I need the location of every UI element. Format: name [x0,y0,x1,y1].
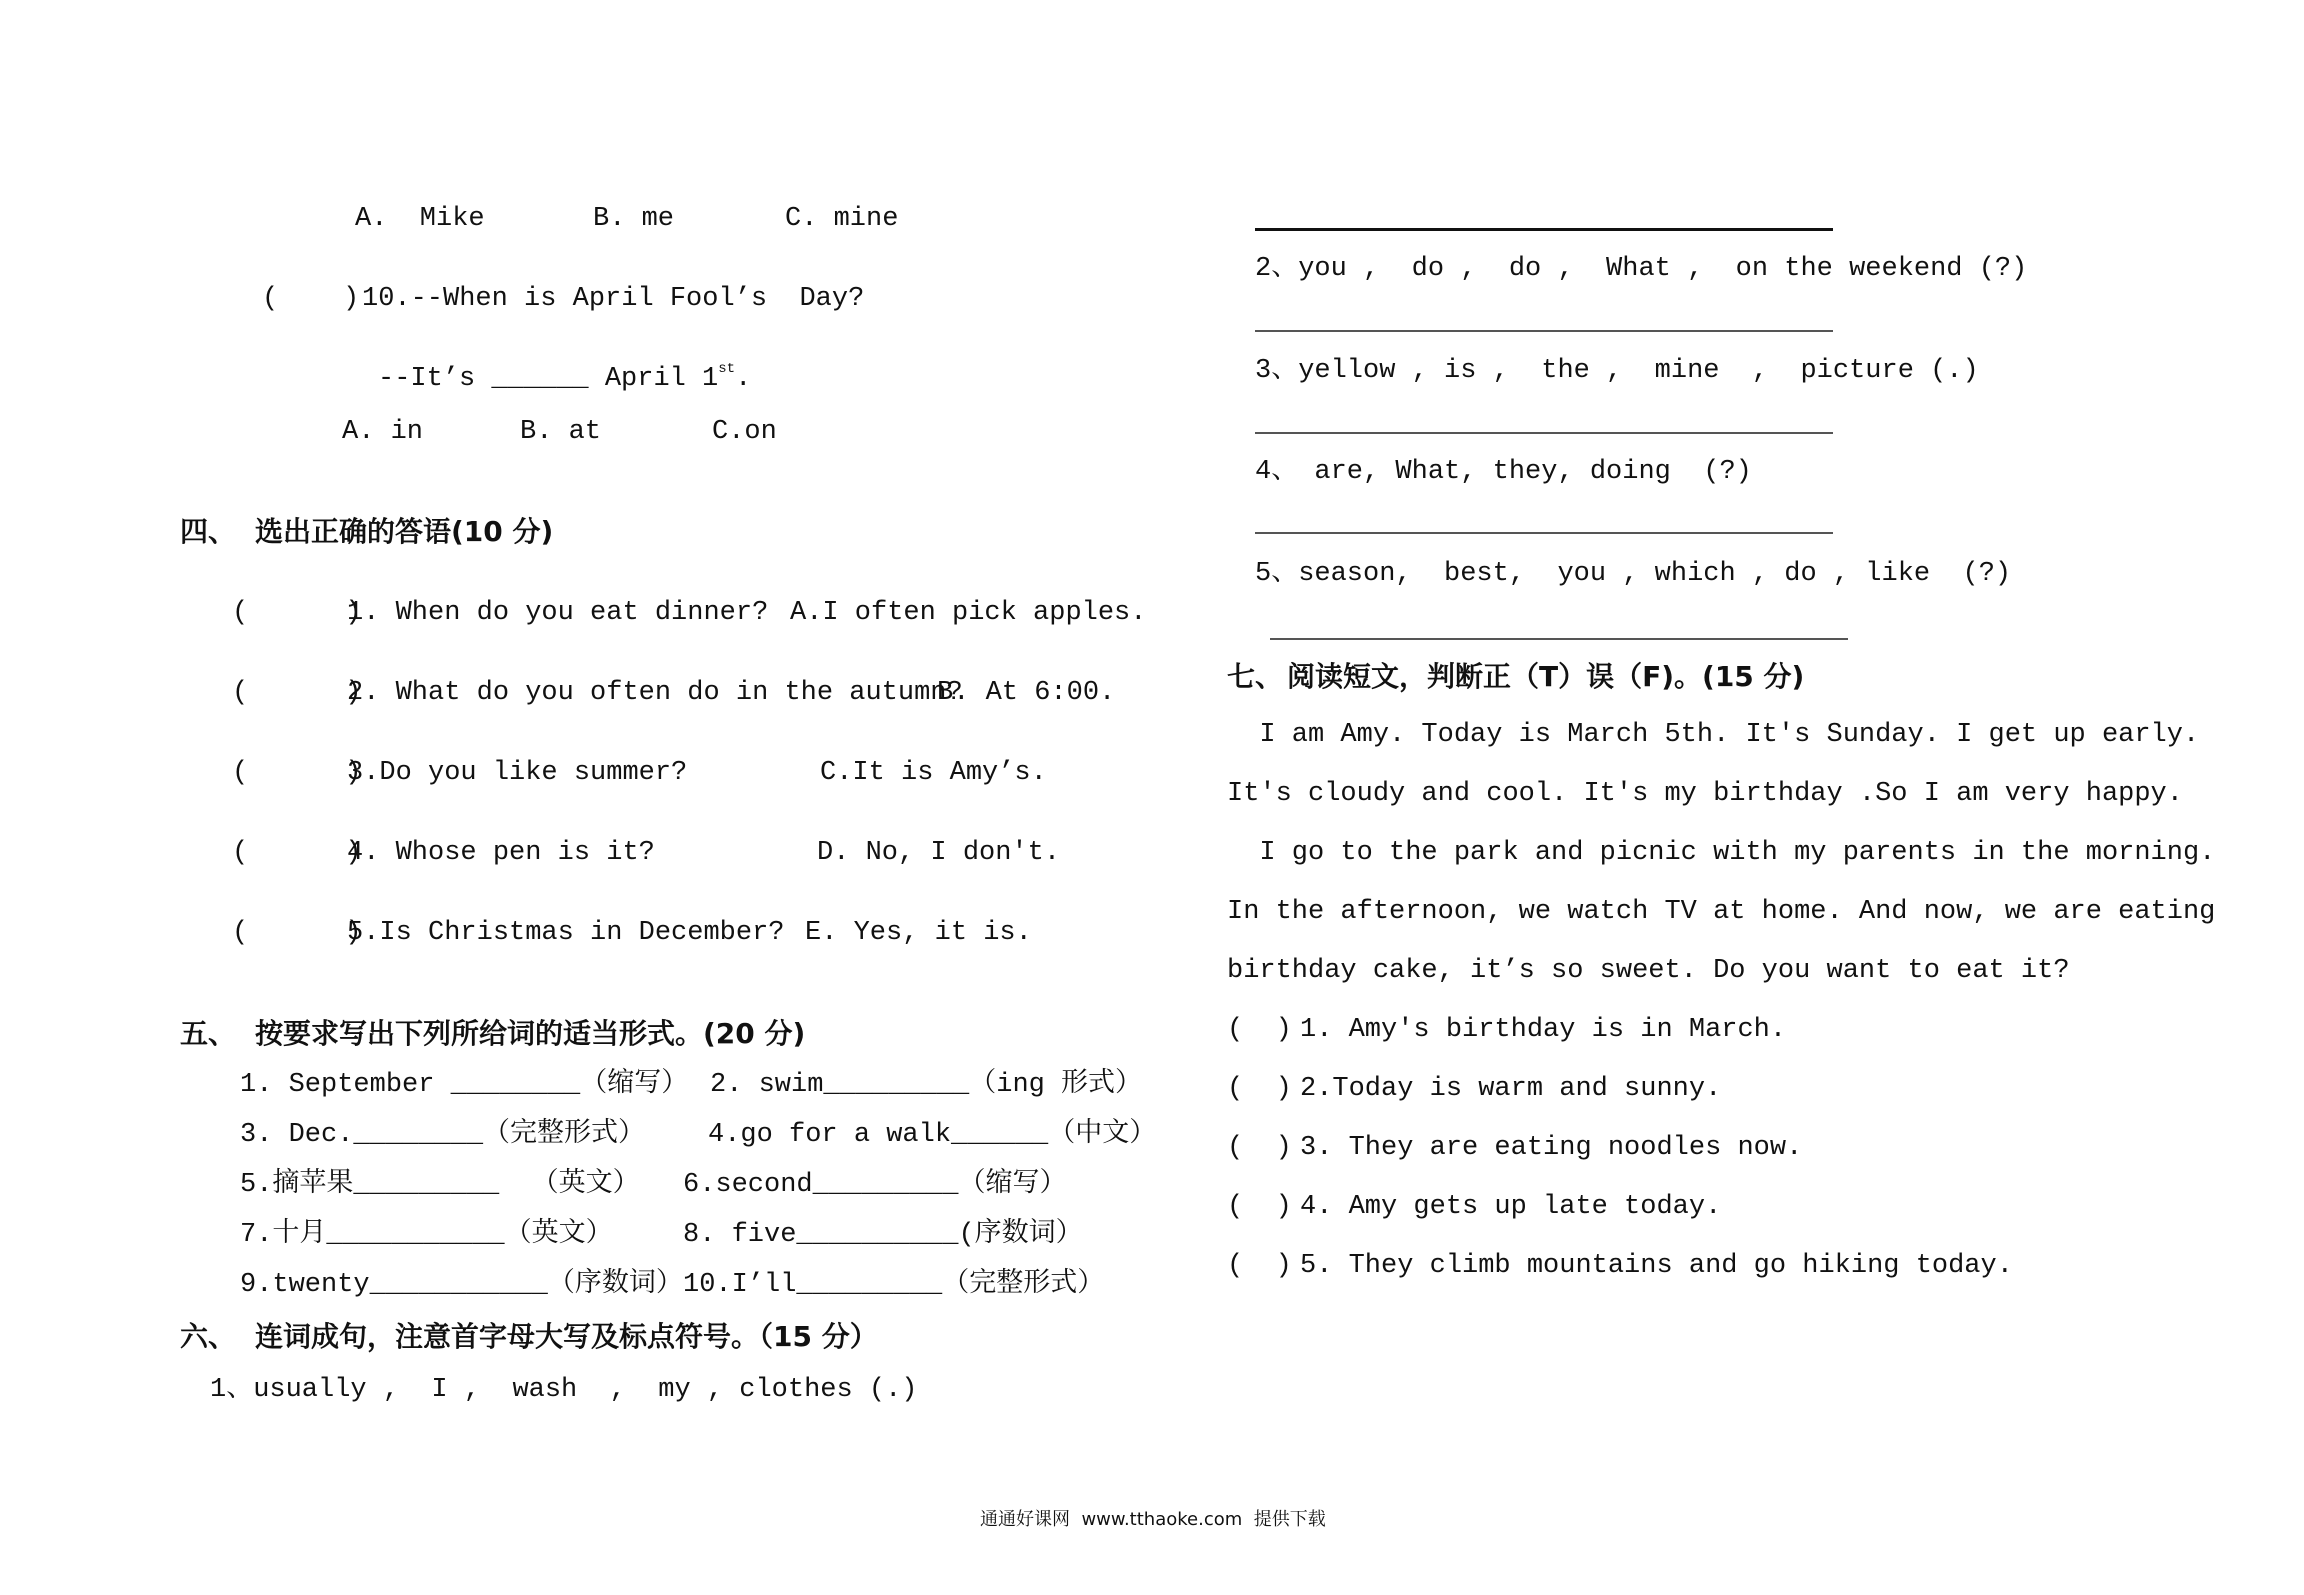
q9-option-b: B. me [593,204,675,234]
s4-item2-bracket[interactable]: ( ) [232,678,362,708]
section7-title: 阅读短文，判断正（T）误（F)。(15 分) [1287,660,1805,693]
s7-st4-text: 4. Amy gets up late today. [1300,1192,1722,1222]
s5-row1-left: 1. September ________（缩写） [240,1070,689,1100]
q10-option-c: C.on [712,417,777,447]
s5-row3-left: 5.摘苹果_________ （英文） [240,1170,640,1200]
s6-item4: 4、 are, What, they, doing (?) [1255,457,1752,487]
q10-answer-prefix: --It’s ______ April 1 [378,364,719,394]
passage-line-1: I am Amy. Today is March 5th. It's Sunday. I get up early. [1227,720,2200,750]
s4-item4-question: 4. Whose pen is it? [347,838,655,868]
q9-option-a: A. Mike [355,204,485,234]
s5-row2-right: 4.go for a walk______（中文） [708,1120,1157,1150]
s6-item3-answer-line[interactable] [1255,432,1833,434]
s7-st1-bracket[interactable]: ( ) [1227,1015,1292,1045]
q9-option-c: C. mine [785,204,899,234]
q10-option-b: B. at [520,417,602,447]
s7-st3-bracket[interactable]: ( ) [1227,1133,1292,1163]
s6-item1-answer-line[interactable] [1255,228,1833,231]
s5-row3-right: 6.second_________（缩写） [683,1170,1067,1200]
s4-item4-bracket[interactable]: ( ) [232,838,362,868]
s7-st4-bracket[interactable]: ( ) [1227,1192,1292,1222]
q10-bracket[interactable]: ( ) [262,284,360,314]
q10-option-a: A. in [342,417,424,447]
s4-item2-answer: B. At 6:00. [937,678,1116,708]
section4-title: 选出正确的答语(10 分) [255,515,554,548]
s5-row2-left: 3. Dec.________（完整形式） [240,1120,646,1150]
s7-st2-bracket[interactable]: ( ) [1227,1074,1292,1104]
s4-item5-bracket[interactable]: ( ) [232,918,362,948]
section7-number: 七、 [1227,660,1284,693]
q10-answer-end: . [735,364,752,394]
s4-item3-answer: C.It is Amy’s. [820,758,1047,788]
s7-st5-text: 5. They climb mountains and go hiking today. [1300,1251,2013,1281]
s6-item3: 3、yellow , is , the , mine , picture (.) [1255,356,1979,386]
s5-row5-left: 9.twenty___________（序数词） [240,1270,683,1300]
s5-row4-right: 8. five__________(序数词） [683,1220,1083,1250]
passage-line-2: It's cloudy and cool. It's my birthday .So I am very happy. [1227,779,2183,809]
s5-row1-right: 2. swim_________（ing 形式） [710,1070,1143,1100]
s5-row4-left: 7.十月___________（英文） [240,1220,613,1250]
s6-item1: 1、usually , I , wash , my , clothes (.) [210,1375,918,1405]
q10-question: 10.--When is April Fool’s Day? [362,284,865,314]
s4-item2-question: 2. What do you often do in the autumn? [347,678,963,708]
s4-item1-answer: A.I often pick apples. [790,598,1147,628]
section5-title: 按要求写出下列所给词的适当形式。(20 分) [255,1017,806,1050]
s5-row5-right: 10.I’ll_________（完整形式） [683,1270,1105,1300]
passage-line-3: I go to the park and picnic with my parents in the morning. [1227,838,2216,868]
section6-number: 六、 [180,1320,237,1353]
s6-item4-answer-line[interactable] [1255,532,1833,534]
s4-item3-bracket[interactable]: ( ) [232,758,362,788]
s4-item1-bracket[interactable]: ( ) [232,598,362,628]
passage-line-4: In the afternoon, we watch TV at home. And now, we are eating [1227,897,2216,927]
s4-item4-answer: D. No, I don't. [817,838,1061,868]
section6-title: 连词成句，注意首字母大写及标点符号。（15 分） [255,1320,878,1353]
s7-st5-bracket[interactable]: ( ) [1227,1251,1292,1281]
s7-st3-text: 3. They are eating noodles now. [1300,1133,1803,1163]
passage-line-5: birthday cake, it’s so sweet. Do you want to eat it? [1227,956,2070,986]
s7-st2-text: 2.Today is warm and sunny. [1300,1074,1722,1104]
s7-st1-text: 1. Amy's birthday is in March. [1300,1015,1787,1045]
s4-item1-question: 1. When do you eat dinner? [347,598,769,628]
s6-item2-answer-line[interactable] [1255,330,1833,332]
s4-item3-question: 3.Do you like summer? [347,758,688,788]
footer-credit: 通通好课网 www.tthaoke.com 提供下载 [980,1509,1326,1530]
s6-item2: 2、you , do , do , What , on the weekend (?) [1255,254,2028,284]
q10-answer-sup: st [718,361,736,377]
s6-item5: 5、season, best, you , which , do , like (?) [1255,559,2012,589]
s4-item5-answer: E. Yes, it is. [805,918,1032,948]
s4-item5-question: 5.Is Christmas in December? [347,918,785,948]
section4-number: 四、 [180,515,237,548]
section5-number: 五、 [180,1017,237,1050]
s6-item5-answer-line[interactable] [1270,638,1848,640]
q10-answer [378,362,751,396]
